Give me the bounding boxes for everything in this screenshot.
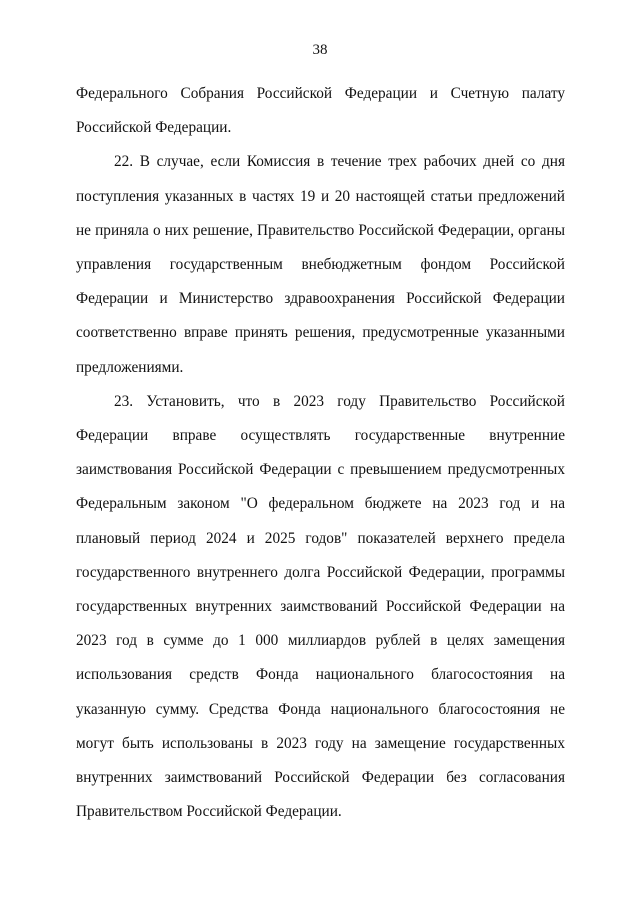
paragraph-continuation: Федерального Собрания Российской Федерации и Счетную палату Российской Федерации. <box>76 85 565 137</box>
paragraph-item-22: 22. В случае, если Комиссия в течение трех рабочих дней со дня поступления указанных в частях 19 и 20 настоящей статьи предложений не приняла о них решение, Правительство Российской Федерации, органы управления государственным внебюджетным фондом Российской Федерации и Министерство здравоохранения Российской Федерации соответственно вправе принять решения, предусмотренные указанными предложениями. <box>76 153 565 376</box>
document-body <box>76 77 565 829</box>
paragraph-item-23: 23. Установить, что в 2023 году Правительство Российской Федерации вправе осуществлять государственные внутренние заимствования Российской Федерации с превышением предусмотренных Федеральным законом "О федеральном бюджете на 2023 год и на плановый период 2024 и 2025 годов" показателей верхнего предела государственного внутреннего долга Российской Федерации, программы государственных внутренних заимствований Российской Федерации на 2023 год в сумме до 1 000 миллиардов рублей в целях замещения использования средств Фонда национального благосостояния на указанную сумму. Средства Фонда национального благосостояния не могут быть использованы в 2023 году на замещение государственных внутренних заимствований Российской Федерации без согласования Правительством Российской Федерации. <box>76 392 565 821</box>
page-number: 38 <box>312 42 328 58</box>
